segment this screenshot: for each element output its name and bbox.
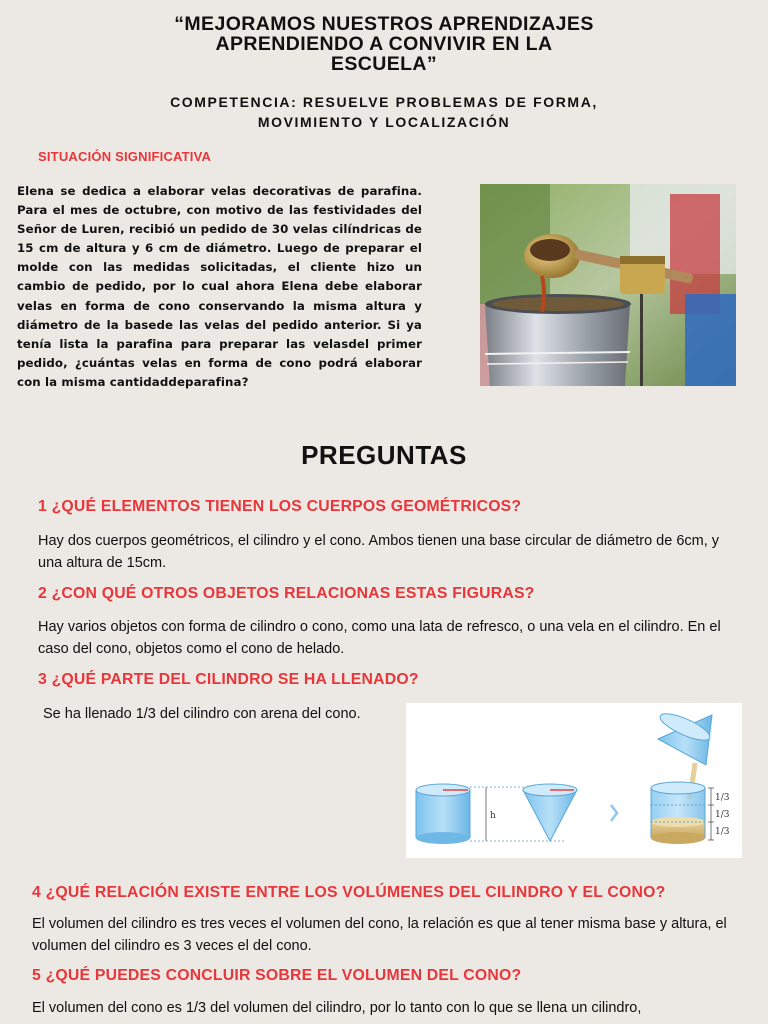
competencia-line: MOVIMIENTO Y LOCALIZACIÓN (257, 114, 511, 130)
candle-making-photo (480, 184, 736, 386)
title-line: “MEJORAMOS NUESTROS APRENDIZAJES (174, 13, 594, 35)
filled-cylinder-shape (651, 782, 705, 844)
question-3: 3 ¿QUÉ PARTE DEL CILINDRO SE HA LLENADO? (38, 671, 419, 688)
question-5: 5 ¿QUÉ PUEDES CONCLUIR SOBRE EL VOLUMEN DEL CONO? (32, 967, 522, 984)
answer-2: Hay varios objetos con forma de cilindro o cono, como una lata de refresco, o una vela en el cilindro. En el caso del cono, objetos como el cono de helado. (38, 619, 721, 657)
arrow-icon (611, 805, 617, 821)
title-line: ESCUELA” (330, 53, 438, 75)
competencia-heading (120, 92, 648, 132)
situacion-text: Elena se dedica a elaborar velas decorativas de parafina. Para el mes de octubre, con motivo de las festividades del Señor de Luren, recibió un pedido de 30 velas cilíndricas de 15 cm de altura y 6 cm de diámetro. Luego de preparar el molde con las medidas solicitadas, el cliente hizo un cambio de pedido, por lo cual ahora Elena debe elaborar velas en forma de cono conservando la misma altura y diámetro de la basede las velas del pedido anterior. Si ya tenía lista la parafina para preparar las velasdel primer pedido, ¿cuántas velas en forma de cono podrá elaborar con la misma cantidaddeparafina? (17, 184, 422, 389)
question-2: 2 ¿CON QUÉ OTROS OBJETOS RELACIONAS ESTAS FIGURAS? (38, 585, 535, 602)
height-label: h (490, 811, 496, 821)
answer-1: Hay dos cuerpos geométricos, el cilindro y el cono. Ambos tienen una base circular de diámetro de 6cm, y una altura de 15cm. (38, 533, 720, 571)
situacion-label: SITUACIÓN SIGNIFICATIVA (38, 149, 212, 164)
answer-5: El volumen del cono es 1/3 del volumen del cilindro, por lo tanto con lo que se llena un cilindro, (32, 1000, 642, 1016)
cone-shape (523, 784, 577, 841)
fraction-label: 1/3 (715, 793, 730, 803)
fraction-label: 1/3 (715, 827, 730, 837)
volume-figure (406, 703, 742, 858)
cylinder-shape (416, 784, 470, 844)
question-4: 4 ¿QUÉ RELACIÓN EXISTE ENTRE LOS VOLÚMENES DEL CILINDRO Y EL CONO? (32, 884, 666, 901)
answer-3: Se ha llenado 1/3 del cilindro con arena del cono. (43, 706, 361, 722)
answer-4: El volumen del cilindro es tres veces el volumen del cono, la relación es que al tener misma base y altura, el volumen del cilindro es 3 veces el del cono. (32, 916, 727, 954)
competencia-line: COMPETENCIA: RESUELVE PROBLEMAS DE FORMA, (170, 94, 598, 110)
question-1: 1 ¿QUÉ ELEMENTOS TIENEN LOS CUERPOS GEOMÉTRICOS? (38, 498, 522, 515)
preguntas-heading: PREGUNTAS (301, 440, 467, 470)
fraction-label: 1/3 (715, 810, 730, 820)
title-line: APRENDIENDO A CONVIVIR EN LA (215, 33, 553, 55)
document-title (120, 14, 648, 74)
